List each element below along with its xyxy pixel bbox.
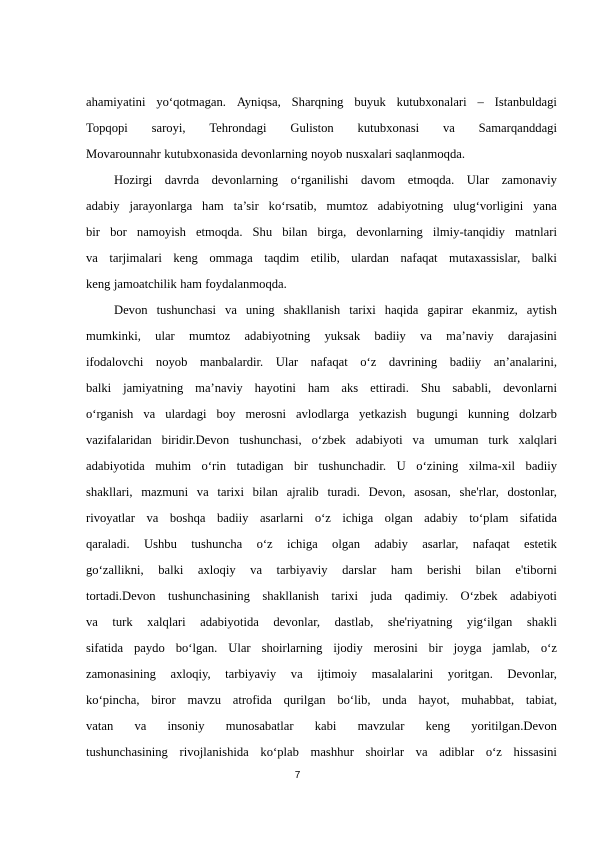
word: va xyxy=(196,485,209,499)
word: ahamiyatini xyxy=(86,95,146,109)
word: turadi. xyxy=(327,485,360,499)
text-line xyxy=(86,739,557,765)
word: o‘z xyxy=(485,745,502,759)
word: Shu xyxy=(252,225,273,239)
text-line xyxy=(86,635,557,661)
word: yoritgan. xyxy=(447,667,493,681)
word: Devon xyxy=(114,303,148,317)
word: muhabbat, xyxy=(461,693,515,707)
word: tushunchasining xyxy=(86,745,168,759)
word: tarbiyaviy xyxy=(276,563,328,577)
word: tarixi xyxy=(331,589,358,603)
word: berishi xyxy=(426,563,462,577)
word: sifatida xyxy=(519,511,557,525)
word: ekanmiz, xyxy=(472,303,518,317)
word: asosan, xyxy=(414,485,451,499)
word: o‘rganilishi xyxy=(290,173,349,187)
word: jamiyatning xyxy=(123,381,184,395)
word: devonlarning xyxy=(211,173,279,187)
word: – xyxy=(477,95,484,109)
text-line xyxy=(86,401,557,427)
word: tushunchasi, xyxy=(239,433,302,447)
word: bugungi xyxy=(416,407,458,421)
word: aks xyxy=(341,381,359,395)
text-line xyxy=(86,479,557,505)
word: devonlarning xyxy=(356,225,423,239)
word: shakli xyxy=(526,615,557,629)
text-line xyxy=(86,297,557,323)
word: tushuncha xyxy=(191,537,243,551)
word: Devonlar, xyxy=(507,667,557,681)
word: ta’sir xyxy=(233,199,259,213)
text-line xyxy=(86,219,557,245)
word: mavzular xyxy=(357,719,405,733)
word: joyga xyxy=(453,641,482,655)
word: buyuk xyxy=(354,95,386,109)
word: va xyxy=(290,667,303,681)
word: devonlar, xyxy=(273,615,321,629)
word: va xyxy=(415,745,428,759)
word: Devon, xyxy=(368,485,406,499)
word: tushunchadir. xyxy=(318,459,387,473)
word: shakllanish xyxy=(262,589,319,603)
word: bir xyxy=(294,459,308,473)
word: xilma-xil xyxy=(468,459,515,473)
word: ma’naviy xyxy=(446,329,494,343)
word: axloqiy, xyxy=(170,667,211,681)
word: mumtoz xyxy=(188,329,231,343)
word: olgan xyxy=(384,511,413,525)
word: nafaqat xyxy=(400,251,438,265)
page-number: 7 xyxy=(294,770,301,781)
word: kabi xyxy=(314,719,337,733)
word: estetik xyxy=(524,537,557,551)
word: va xyxy=(250,563,263,577)
word: atrofida xyxy=(232,693,272,707)
word: turk xyxy=(488,433,509,447)
word: yig‘ilgan xyxy=(466,615,513,629)
word: davrining xyxy=(388,355,438,369)
word: ijodiy xyxy=(333,641,363,655)
text-line xyxy=(86,115,557,141)
word: o‘rganish xyxy=(86,407,134,421)
word: munosabatlar xyxy=(225,719,294,733)
word: Ular xyxy=(275,355,299,369)
word: foydalanmoqda. xyxy=(205,277,287,291)
word: ifodalovchi xyxy=(86,355,144,369)
word: ular xyxy=(155,329,175,343)
text-line xyxy=(86,89,557,115)
word: o‘zining xyxy=(416,459,459,473)
word: va xyxy=(442,121,455,135)
word: etmoqda. xyxy=(407,173,455,187)
word: tortadi.Devon xyxy=(86,589,156,603)
word: tushunchasi xyxy=(156,303,217,317)
word: dastlab, xyxy=(334,615,374,629)
word: noyob xyxy=(310,147,343,161)
word: rivoyatlar xyxy=(86,511,135,525)
word: balki xyxy=(86,381,112,395)
word: kunning xyxy=(467,407,510,421)
word: juda xyxy=(370,589,393,603)
text-line xyxy=(86,661,557,687)
word: tarbiyaviy xyxy=(225,667,277,681)
text-line xyxy=(86,271,557,297)
word: xalqlari xyxy=(518,433,557,447)
word: tarixi xyxy=(349,303,376,317)
word: kutubxonasida xyxy=(164,147,238,161)
word: rivojlanishida xyxy=(179,745,249,759)
word: Ushbu xyxy=(144,537,177,551)
word: adabiyotning xyxy=(377,199,444,213)
word: shakllari, xyxy=(86,485,133,499)
word: ichiga xyxy=(286,537,318,551)
word: jarayonlarga xyxy=(129,199,193,213)
text-line xyxy=(86,609,557,635)
word: davom xyxy=(360,173,396,187)
word: adabiyotning xyxy=(244,329,311,343)
word: an’analarini, xyxy=(493,355,557,369)
word: bo‘lib, xyxy=(337,693,371,707)
word: jamlab, xyxy=(492,641,530,655)
word: ma’naviy xyxy=(195,381,243,395)
text-line xyxy=(86,453,557,479)
word: ettiradi. xyxy=(370,381,409,395)
word: merosni xyxy=(245,407,287,421)
text-line xyxy=(86,193,557,219)
word: Tehrondagi xyxy=(209,121,267,135)
word: jamoatchilik xyxy=(113,277,177,291)
word: badiiy xyxy=(217,511,249,525)
word: yo‘qotmagan. xyxy=(156,95,226,109)
word: ham xyxy=(180,277,202,291)
word: manbalardir. xyxy=(199,355,264,369)
word: yetkazish xyxy=(358,407,407,421)
word: merosini xyxy=(373,641,418,655)
word: kutubxonalari xyxy=(396,95,467,109)
text-line xyxy=(86,427,557,453)
word: noyob xyxy=(155,355,188,369)
text-line xyxy=(86,713,557,739)
word: avlodlarga xyxy=(296,407,349,421)
word: ilmiy-tanqidiy xyxy=(432,225,505,239)
word: o‘z xyxy=(360,355,377,369)
word: ham xyxy=(202,199,224,213)
word: she'rlar, xyxy=(459,485,499,499)
word: mazmuni xyxy=(141,485,189,499)
word: Guliston xyxy=(290,121,334,135)
word: yuksak xyxy=(324,329,361,343)
word: o‘zbek xyxy=(311,433,346,447)
word: shoirlarning xyxy=(261,641,323,655)
word: saqlanmoqda. xyxy=(395,147,465,161)
word: to‘plam xyxy=(469,511,509,525)
text-line xyxy=(86,557,557,583)
word: Istanbuldagi xyxy=(494,95,557,109)
word: ko‘plab xyxy=(260,745,299,759)
word: davrda xyxy=(164,173,200,187)
word: o‘z xyxy=(540,641,557,655)
word: birga, xyxy=(317,225,347,239)
word: ulardagi xyxy=(165,407,207,421)
word: darslar xyxy=(342,563,377,577)
word: paydo xyxy=(134,641,165,655)
word: va xyxy=(86,251,98,265)
word: qaraladi. xyxy=(86,537,130,551)
word: adabiyoti xyxy=(510,589,557,603)
word: yoritilgan.Devon xyxy=(471,719,557,733)
word: nusxalari xyxy=(345,147,392,161)
text-line xyxy=(86,323,557,349)
word: mutaxassislar, xyxy=(449,251,521,265)
word: Sharqning xyxy=(291,95,344,109)
word: va xyxy=(146,511,159,525)
word: gapirar xyxy=(427,303,464,317)
word: Ular xyxy=(228,641,251,655)
word: vazifalaridan xyxy=(86,433,152,447)
word: biridir.Devon xyxy=(161,433,230,447)
word: balki xyxy=(158,563,184,577)
word: hayotini xyxy=(254,381,296,395)
word: axloqiy xyxy=(197,563,236,577)
word: kutubxonasi xyxy=(357,121,420,135)
word: va xyxy=(412,433,425,447)
word: haqida xyxy=(384,303,419,317)
word: o‘z xyxy=(314,511,331,525)
word: keng xyxy=(86,277,111,291)
word: vatan xyxy=(86,719,114,733)
word: mumtoz xyxy=(326,199,368,213)
word: sababli, xyxy=(452,381,492,395)
word: zamonasining xyxy=(86,667,156,681)
word: ijtimoiy xyxy=(317,667,358,681)
word: insoniy xyxy=(167,719,205,733)
word: saroyi, xyxy=(151,121,186,135)
word: devonlarning xyxy=(241,147,308,161)
word: U xyxy=(396,459,406,473)
word: she'riyatning xyxy=(387,615,453,629)
word: taqdim xyxy=(264,251,300,265)
word: adabiy xyxy=(86,199,120,213)
word: tutadigan xyxy=(236,459,284,473)
word: Movarounnahr xyxy=(86,147,161,161)
word: adabiyotida xyxy=(200,615,259,629)
word: mumkinki, xyxy=(86,329,141,343)
word: ko‘pincha, xyxy=(86,693,140,707)
word: Ular xyxy=(466,173,490,187)
word: masalalarini xyxy=(371,667,434,681)
word: keng xyxy=(425,719,451,733)
word: aytish xyxy=(526,303,557,317)
word: bilan xyxy=(475,563,501,577)
text-line xyxy=(86,375,557,401)
word: va xyxy=(225,303,237,317)
word: zamonaviy xyxy=(501,173,557,187)
word: etilib, xyxy=(310,251,340,265)
text-line xyxy=(86,583,557,609)
word: yana xyxy=(533,199,557,213)
word: Samarqanddagi xyxy=(478,121,557,135)
word: o‘z xyxy=(256,537,273,551)
word: hissasini xyxy=(513,745,557,759)
word: ajralib xyxy=(286,485,319,499)
word: umuman xyxy=(434,433,479,447)
word: dolzarb xyxy=(519,407,557,421)
word: tarjimalari xyxy=(109,251,162,265)
word: ulardan xyxy=(351,251,389,265)
word: adabiy xyxy=(424,511,458,525)
word: bilan xyxy=(252,485,278,499)
word: nafaqat xyxy=(472,537,510,551)
word: balki xyxy=(531,251,557,265)
text-line xyxy=(86,167,557,193)
text-line xyxy=(86,531,557,557)
word: muhim xyxy=(155,459,191,473)
word: Hozirgi xyxy=(114,173,153,187)
word: turk xyxy=(112,615,133,629)
word: va xyxy=(420,329,432,343)
word: ichiga xyxy=(342,511,374,525)
word: shoirlar xyxy=(365,745,405,759)
word: e'tiborni xyxy=(515,563,557,577)
word: Ayniqsa, xyxy=(236,95,281,109)
word: o‘rin xyxy=(201,459,227,473)
text-line xyxy=(86,141,557,167)
word: bir xyxy=(428,641,443,655)
word: adiblar xyxy=(439,745,475,759)
word: shakllanish xyxy=(283,303,341,317)
word: matnlari xyxy=(514,225,557,239)
word: ulug‘vorligini xyxy=(453,199,524,213)
word: badiiy xyxy=(525,459,557,473)
word: namoyish xyxy=(136,225,186,239)
text-line xyxy=(86,505,557,531)
word: etmoqda. xyxy=(195,225,243,239)
word: uning xyxy=(245,303,275,317)
word: qadimiy. xyxy=(404,589,449,603)
word: va xyxy=(143,407,156,421)
text-line xyxy=(86,245,557,271)
word: ko‘rsatib, xyxy=(268,199,317,213)
body-text xyxy=(86,89,557,765)
word: adabiy xyxy=(374,537,408,551)
word: asarlarni xyxy=(259,511,304,525)
word: tabiat, xyxy=(525,693,557,707)
word: bilan xyxy=(282,225,308,239)
word: badiiy xyxy=(449,355,482,369)
word: sifatida xyxy=(86,641,124,655)
word: mashhur xyxy=(310,745,354,759)
word: devonlarni xyxy=(503,381,557,395)
word: va xyxy=(86,615,98,629)
word: ham xyxy=(307,381,330,395)
word: nafaqat xyxy=(310,355,348,369)
word: keng xyxy=(173,251,198,265)
word: ommaga xyxy=(209,251,253,265)
word: tarixi xyxy=(217,485,244,499)
word: Shu xyxy=(420,381,441,395)
word: hayot, xyxy=(418,693,450,707)
text-line xyxy=(86,687,557,713)
word: asarlar, xyxy=(422,537,459,551)
word: bor xyxy=(110,225,127,239)
word: adabiyoti xyxy=(355,433,403,447)
word: go‘zallikni, xyxy=(86,563,144,577)
word: biror xyxy=(151,693,176,707)
word: va xyxy=(134,719,147,733)
word: olgan xyxy=(332,537,361,551)
text-line xyxy=(86,349,557,375)
word: unda xyxy=(382,693,407,707)
word: dostonlar, xyxy=(507,485,557,499)
word: tushunchasining xyxy=(168,589,250,603)
word: darajasini xyxy=(507,329,557,343)
word: bir xyxy=(86,225,100,239)
word: adabiyotida xyxy=(86,459,145,473)
word: qurilgan xyxy=(283,693,326,707)
word: bo‘lgan. xyxy=(175,641,218,655)
word: Topqopi xyxy=(86,121,128,135)
word: mavzu xyxy=(187,693,222,707)
word: ham xyxy=(390,563,413,577)
word: boshqa xyxy=(169,511,206,525)
word: O‘zbek xyxy=(460,589,498,603)
word: xalqlari xyxy=(147,615,186,629)
word: badiiy xyxy=(374,329,406,343)
word: boy xyxy=(216,407,236,421)
